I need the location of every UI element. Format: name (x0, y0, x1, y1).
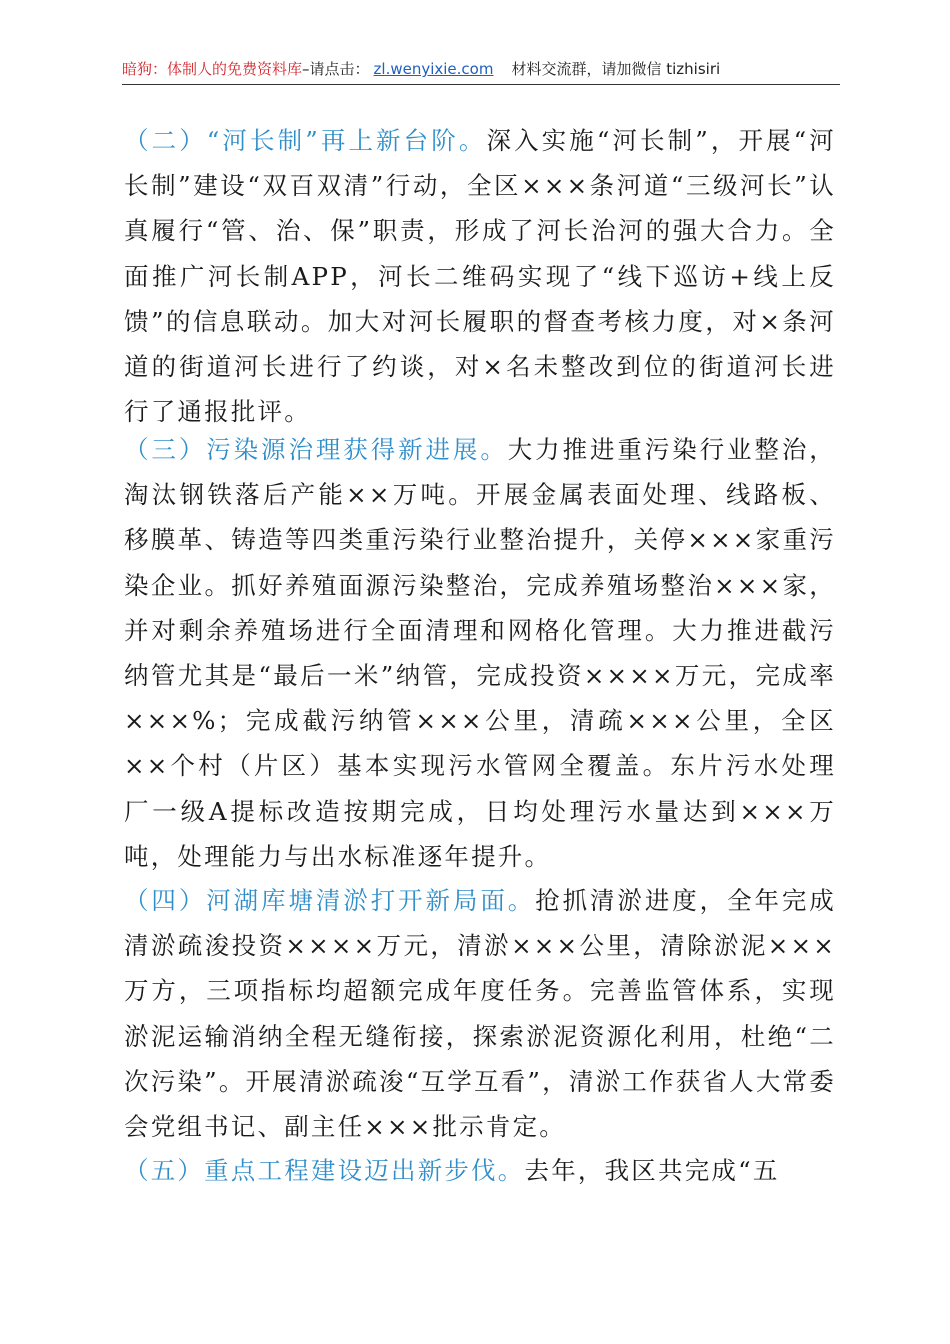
page-header (122, 56, 840, 85)
header-contact: 材料交流群，请加微信 tizhisiri (511, 60, 721, 78)
paragraph-body: 抢抓清淤进度，全年完成清淤疏浚投资××××万元，清淤×××公里，清除淤泥×××万方，三项指标均超额完成年度任务。完善监管体系，实现淤泥运输消纳全程无缝衔接，探索淤泥资源化利用，杜绝“二次污染”。开展清淤疏浚“互学互看”，清淤工作获省人大常委会党组书记、副主任×××批示肯定。 (124, 886, 837, 1142)
paragraph-body: 大力推进重污染行业整治，淘汰钢铁落后产能××万吨。开展金属表面处理、线路板、移膜革、铸造等四类重污染行业整治提升，关停×××家重污染企业。抓好养殖面源污染整治，完成养殖场整治×××家，并对剩余养殖场进行全面清理和网格化管理。大力推进截污纳管尤其是“最后一米”纳管，完成投资××××万元，完成率×××%；完成截污纳管×××公里，清疏×××公里，全区××个村（片区）基本实现污水管网全覆盖。东片污水处理厂一级A提标改造按期完成，日均处理污水量达到×××万吨，处理能力与出水标准逐年提升。 (124, 435, 836, 871)
section-heading: （四）河湖库塘清淤打开新局面。 (124, 886, 536, 915)
section-heading: （二）“河长制”再上新台阶。 (124, 126, 487, 155)
paragraph-body: 深入实施“河长制”，开展“河长制”建设“双百双清”行动，全区×××条河道“三级河长”认真履行“管、治、保”职责，形成了河长治河的强大合力。全面推广河长制APP，河长二维码实现了“线下巡访+线上反馈”的信息联动。加大对河长履职的督查考核力度，对×条河道的街道河长进行了约谈，对×名未整改到位的街道河长进行了通报批评。 (124, 126, 836, 427)
section-heading: （五）重点工程建设迈出新步伐。 (124, 1156, 525, 1185)
header-link[interactable]: zl.wenyixie.com (373, 60, 494, 78)
header-notice: 暗狗：体制人的免费资料库 (122, 60, 303, 78)
paragraph-key-projects (124, 1148, 836, 1193)
paragraph-body: 去年，我区共完成“五 (524, 1156, 780, 1185)
section-heading: （三）污染源治理获得新进展。 (124, 435, 508, 464)
paragraph-pollution-control (124, 427, 836, 879)
paragraph-river-chief (124, 118, 836, 434)
paragraph-dredging (124, 878, 836, 1149)
header-prompt: –请点击： (302, 60, 370, 78)
